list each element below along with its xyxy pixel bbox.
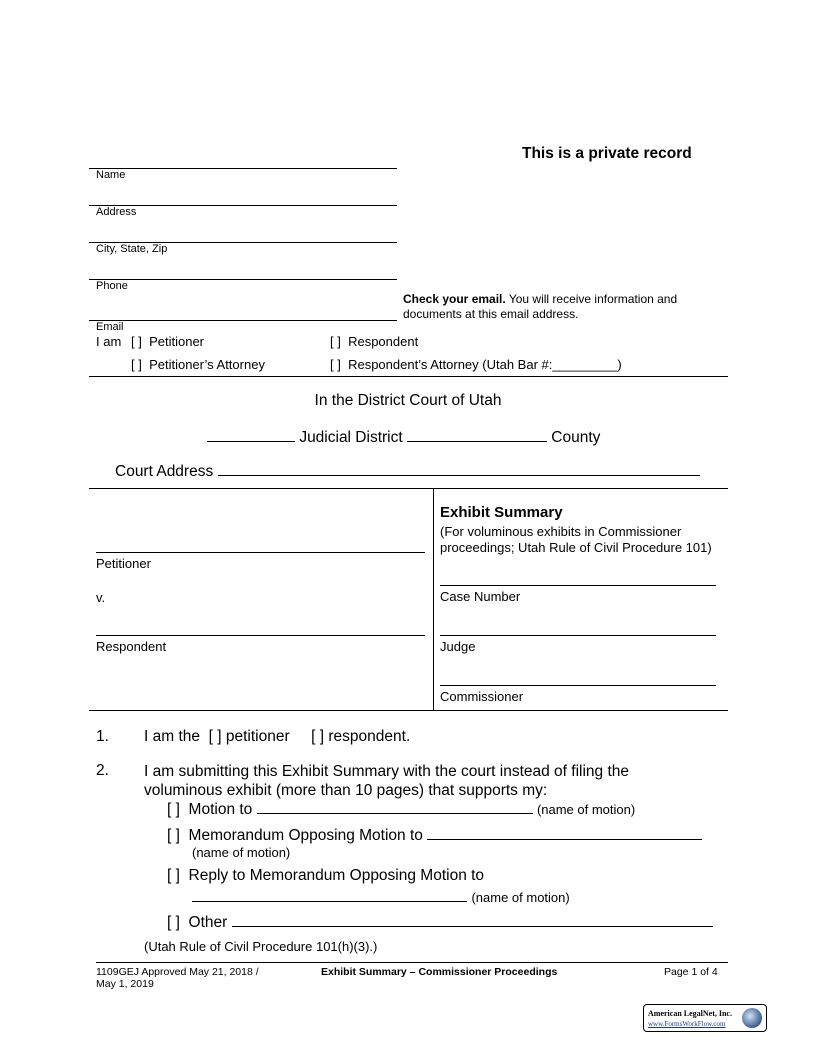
option-memo bbox=[167, 825, 702, 845]
petitioner-attorney-checkbox[interactable] bbox=[131, 357, 265, 372]
item-2-line1: I am submitting this Exhibit Summary with the court instead of filing the bbox=[144, 763, 630, 780]
option-other bbox=[167, 912, 713, 932]
item-2-line2: voluminous exhibit (more than 10 pages) that supports my: bbox=[144, 782, 548, 799]
court-address-blank[interactable] bbox=[218, 461, 700, 476]
i-am-label: I am bbox=[96, 334, 122, 349]
logo-url: www.FormsWorkFlow.com bbox=[648, 1020, 726, 1028]
document-subtitle-line2: proceedings; Utah Rule of Civil Procedure 101) bbox=[440, 540, 712, 555]
checkbox-box[interactable]: [ ] bbox=[330, 334, 341, 349]
court-address-line bbox=[115, 461, 700, 481]
document-title: Exhibit Summary bbox=[440, 504, 563, 521]
option-memo-label: Memorandum Opposing Motion to bbox=[188, 827, 423, 844]
district-blank[interactable] bbox=[207, 427, 295, 442]
email-line[interactable] bbox=[89, 320, 397, 321]
city-label: City, State, Zip bbox=[96, 243, 168, 255]
memo-blank[interactable] bbox=[427, 825, 702, 840]
option-reply-checkbox[interactable]: [ ] bbox=[167, 867, 180, 884]
form-id-line1: 1109GEJ Approved May 21, 2018 / bbox=[96, 966, 259, 978]
email-notice-bold: Check your email. bbox=[403, 292, 506, 306]
address-label: Address bbox=[96, 206, 137, 218]
item-1-lead: I am the bbox=[144, 728, 200, 745]
respondent-checkbox[interactable] bbox=[330, 334, 418, 349]
commissioner-line[interactable] bbox=[440, 685, 716, 686]
motion-blank[interactable] bbox=[257, 799, 533, 814]
name-label: Name bbox=[96, 169, 126, 181]
respondent-option: Respondent bbox=[348, 334, 419, 349]
page-number: Page 1 of 4 bbox=[664, 966, 718, 978]
document-subtitle bbox=[440, 524, 712, 556]
phone-line[interactable] bbox=[89, 279, 397, 280]
item-1-number: 1. bbox=[96, 728, 109, 745]
item-2-text bbox=[144, 762, 629, 800]
option-memo-checkbox[interactable]: [ ] bbox=[167, 827, 180, 844]
caption-petitioner-label: Petitioner bbox=[96, 556, 151, 571]
other-blank[interactable] bbox=[232, 912, 713, 927]
email-label: Email bbox=[96, 321, 124, 333]
judge-line[interactable] bbox=[440, 635, 716, 636]
versus-label: v. bbox=[96, 590, 106, 605]
name-of-motion-note: (name of motion) bbox=[536, 802, 636, 817]
rule-note: (Utah Rule of Civil Procedure 101(h)(3).) bbox=[144, 939, 378, 954]
email-notice-line1: You will receive information and bbox=[505, 292, 678, 306]
phone-label: Phone bbox=[96, 280, 128, 292]
option-other-checkbox[interactable]: [ ] bbox=[167, 914, 180, 931]
case-number-label: Case Number bbox=[440, 589, 521, 604]
footer-title: Exhibit Summary – Commissioner Proceedings bbox=[321, 966, 558, 978]
option-other-label: Other bbox=[188, 914, 228, 931]
district-line bbox=[207, 427, 600, 447]
option-motion-checkbox[interactable]: [ ] bbox=[167, 801, 180, 818]
reply-name-of-motion-note: (name of motion) bbox=[471, 890, 570, 905]
judge-label: Judge bbox=[440, 639, 476, 654]
option-motion bbox=[167, 799, 635, 819]
item-2-number: 2. bbox=[96, 762, 109, 779]
form-id-line2: May 1, 2019 bbox=[96, 978, 154, 990]
county-blank[interactable] bbox=[407, 427, 547, 442]
petitioner-attorney-option: Petitioner’s Attorney bbox=[149, 357, 265, 372]
reply-blank-row bbox=[192, 887, 570, 907]
name-line[interactable] bbox=[89, 168, 397, 169]
court-address-label: Court Address bbox=[115, 463, 214, 480]
email-notice bbox=[403, 292, 677, 322]
checkbox-box[interactable]: [ ] bbox=[131, 334, 142, 349]
option-reply-label: Reply to Memorandum Opposing Motion to bbox=[188, 867, 485, 884]
petitioner-option: Petitioner bbox=[149, 334, 204, 349]
reply-blank[interactable] bbox=[192, 887, 467, 902]
petitioner-name-line[interactable] bbox=[96, 552, 425, 553]
legalnet-logo bbox=[643, 1004, 767, 1032]
item-1-petitioner-checkbox[interactable]: [ ] petitioner bbox=[208, 728, 290, 745]
option-motion-label: Motion to bbox=[188, 801, 253, 818]
county-label: County bbox=[551, 429, 601, 446]
private-record-label: This is a private record bbox=[522, 145, 692, 162]
respondent-attorney-checkbox[interactable] bbox=[330, 357, 622, 372]
checkbox-box[interactable]: [ ] bbox=[330, 357, 341, 372]
item-1-respondent-checkbox[interactable]: [ ] respondent. bbox=[311, 728, 411, 745]
checkbox-box[interactable]: [ ] bbox=[131, 357, 142, 372]
document-subtitle-line1: (For voluminous exhibits in Commissioner bbox=[440, 524, 682, 539]
email-notice-line2: documents at this email address. bbox=[403, 307, 579, 321]
petitioner-checkbox[interactable] bbox=[131, 334, 204, 349]
case-number-line[interactable] bbox=[440, 585, 716, 586]
option-reply bbox=[167, 867, 484, 885]
header-divider bbox=[89, 376, 728, 377]
caption-top-border bbox=[89, 488, 728, 489]
respondent-attorney-option: Respondent’s Attorney (Utah Bar #:_________) bbox=[348, 357, 622, 372]
respondent-name-line[interactable] bbox=[96, 635, 425, 636]
court-title: In the District Court of Utah bbox=[314, 392, 502, 409]
memo-name-of-motion-note: (name of motion) bbox=[192, 845, 291, 860]
judicial-district-label: Judicial District bbox=[299, 429, 403, 446]
footer-divider bbox=[96, 962, 728, 963]
caption-divider bbox=[433, 488, 434, 710]
globe-icon bbox=[742, 1008, 762, 1028]
caption-respondent-label: Respondent bbox=[96, 639, 167, 654]
logo-company: American LegalNet, Inc. bbox=[648, 1009, 732, 1018]
form-id bbox=[96, 966, 259, 990]
caption-bottom-border bbox=[89, 710, 728, 711]
commissioner-label: Commissioner bbox=[440, 689, 524, 704]
item-1-text bbox=[144, 728, 410, 746]
